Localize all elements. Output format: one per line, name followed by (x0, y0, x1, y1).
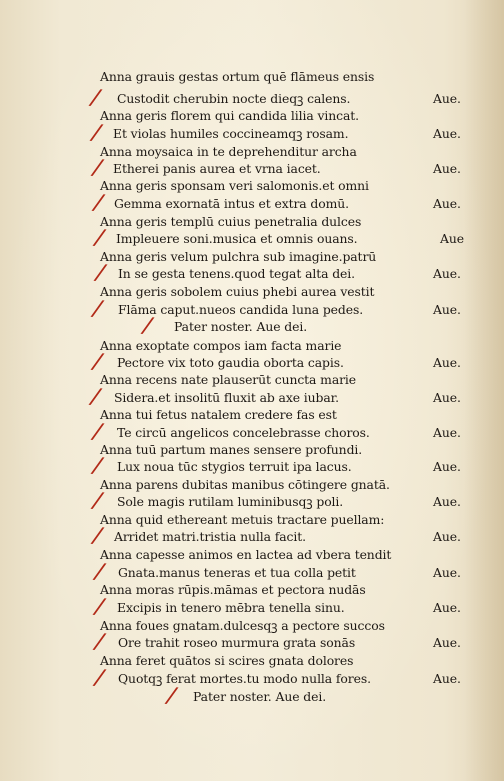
verse-line (0, 371, 504, 389)
verse-line (0, 225, 504, 249)
verse-text: Gemma exornatā intus et extra domū. (114, 196, 349, 211)
verse-text: Anna parens dubitas manibus cōtingere gnatā. (100, 477, 390, 492)
rubric-mark: / (89, 85, 102, 109)
verse-line (0, 665, 504, 689)
verse-text: Anna geris florem qui candida lilia vincat. (100, 108, 359, 123)
verse-text: Et violas humiles coccineamqꝫ rosam. (113, 126, 349, 141)
verse-line (0, 155, 504, 179)
verse-line (0, 85, 504, 109)
rubric-mark: / (91, 155, 104, 179)
verse-text: Pectore vix toto gaudia oborta capis. (117, 355, 344, 370)
verse-text: Pater noster. Aue dei. (174, 319, 308, 334)
verse-text: Lux noua tūc stygios terruit ipa lacus. (117, 459, 352, 474)
verse-text: Anna geris sobolem cuius phebi aurea vestit (100, 284, 375, 299)
response-label: Aue. (433, 671, 461, 686)
verse-text: Te circū angelicos concelebrasse choros. (117, 425, 370, 440)
verse-text: Arridet matri.tristia nulla facit. (114, 529, 306, 544)
verse-line (0, 488, 504, 512)
rubric-mark: / (90, 120, 103, 144)
verse-line (0, 190, 504, 214)
verse-text: Quotqꝫ ferat mortes.tu modo nulla fores. (118, 671, 371, 686)
verse-line (0, 406, 504, 424)
verse-text: Anna moysaica in te deprehenditur archa (100, 144, 357, 159)
response-label: Aue. (433, 425, 461, 440)
verse-line (0, 523, 504, 547)
verse-text: Flāma caput.nueos candida luna pedes. (118, 302, 364, 317)
verse-line (0, 559, 504, 583)
verse-line (0, 107, 504, 125)
verse-line (0, 213, 504, 231)
verse-line (0, 441, 504, 459)
rubric-mark: / (91, 453, 104, 477)
verse-line (0, 68, 504, 86)
verse-line (0, 581, 504, 599)
verse-text: Sole magis rutilam luminibusqꝫ poli. (117, 494, 344, 509)
rubric-mark: / (93, 629, 106, 653)
response-label: Aue. (433, 529, 461, 544)
verse-text: Anna foues gnatam.dulcesqꝫ a pectore succos (100, 618, 385, 633)
response-label: Aue. (433, 635, 461, 650)
verse-text: Anna tuū partum manes sensere profundi. (100, 442, 363, 457)
verse-line (0, 143, 504, 161)
verse-line (0, 617, 504, 635)
rubric-mark: / (165, 683, 178, 707)
verse-line (0, 476, 504, 494)
verse-line (0, 594, 504, 618)
verse-text: Anna feret quātos si scires gnata dolores (100, 653, 354, 668)
rubric-mark: / (91, 488, 104, 512)
rubric-mark: / (91, 296, 104, 320)
rubric-mark: / (93, 559, 106, 583)
response-label: Aue. (433, 91, 461, 106)
response-label: Aue. (433, 459, 461, 474)
verse-text: Anna grauis gestas ortum quē flāmeus ensis (100, 69, 375, 84)
verse-text: Sidera.et insolitū fluxit ab axe iubar. (114, 390, 339, 405)
verse-text: Anna capesse animos en lactea ad vbera tendit (100, 547, 392, 562)
response-label: Aue. (433, 302, 461, 317)
verse-line (0, 337, 504, 355)
verse-line (0, 511, 504, 529)
verse-line (0, 546, 504, 564)
verse-text: Anna tui fetus natalem credere fas est (100, 407, 337, 422)
verse-line (0, 419, 504, 443)
verse-line (0, 313, 504, 337)
verse-line (0, 296, 504, 320)
verse-text: Pater noster. Aue dei. (193, 689, 327, 704)
verse-text: Anna geris sponsam veri salomonis.et omni (100, 178, 369, 193)
verse-line (0, 248, 504, 266)
response-label: Aue. (433, 266, 461, 281)
rubric-mark: / (93, 225, 106, 249)
verse-text: Anna moras rūpis.māmas et pectora nudās (100, 582, 366, 597)
verse-text: Excipis in tenero mēbra tenella sinu. (117, 600, 345, 615)
response-label: Aue. (433, 390, 461, 405)
verse-line (0, 453, 504, 477)
verse-text: Anna geris velum pulchra sub imagine.patrū (100, 249, 377, 264)
verse-text: Anna recens nate plauserūt cuncta marie (100, 372, 357, 387)
rubric-mark: / (93, 665, 106, 689)
verse-line (0, 683, 504, 707)
rubric-mark: / (89, 384, 102, 408)
verse-text: Ore trahit roseo murmura grata sonās (118, 635, 356, 650)
rubric-mark: / (91, 523, 104, 547)
response-label: Aue. (433, 355, 461, 370)
verse-text: Anna exoptate compos iam facta marie (100, 338, 342, 353)
rubric-mark: / (141, 313, 154, 337)
rubric-mark: / (93, 594, 106, 618)
verse-line (0, 629, 504, 653)
verse-line (0, 283, 504, 301)
response-label: Aue. (433, 196, 461, 211)
rubric-mark: / (92, 190, 105, 214)
verse-text: Anna quid ethereant metuis tractare puellam: (100, 512, 385, 527)
verse-line (0, 384, 504, 408)
verse-text: Etherei panis aurea et vrna iacet. (113, 161, 321, 176)
verse-line (0, 120, 504, 144)
response-label: Aue (440, 231, 464, 246)
rubric-mark: / (91, 349, 104, 373)
response-label: Aue. (433, 126, 461, 141)
response-label: Aue. (433, 600, 461, 615)
verse-text: Custodit cherubin nocte dieqꝫ calens. (117, 91, 351, 106)
verse-text: Anna geris templū cuius penetralia dulces (100, 214, 362, 229)
verse-text: Gnata.manus teneras et tua colla petit (118, 565, 356, 580)
verse-line (0, 260, 504, 284)
verse-line (0, 652, 504, 670)
response-label: Aue. (433, 161, 461, 176)
rubric-mark: / (94, 260, 107, 284)
verse-line (0, 177, 504, 195)
verse-line (0, 349, 504, 373)
rubric-mark: / (91, 419, 104, 443)
verse-text: In se gesta tenens.quod tegat alta dei. (118, 266, 355, 281)
response-label: Aue. (433, 494, 461, 509)
response-label: Aue. (433, 565, 461, 580)
verse-text: Impleuere soni.musica et omnis ouans. (116, 231, 358, 246)
